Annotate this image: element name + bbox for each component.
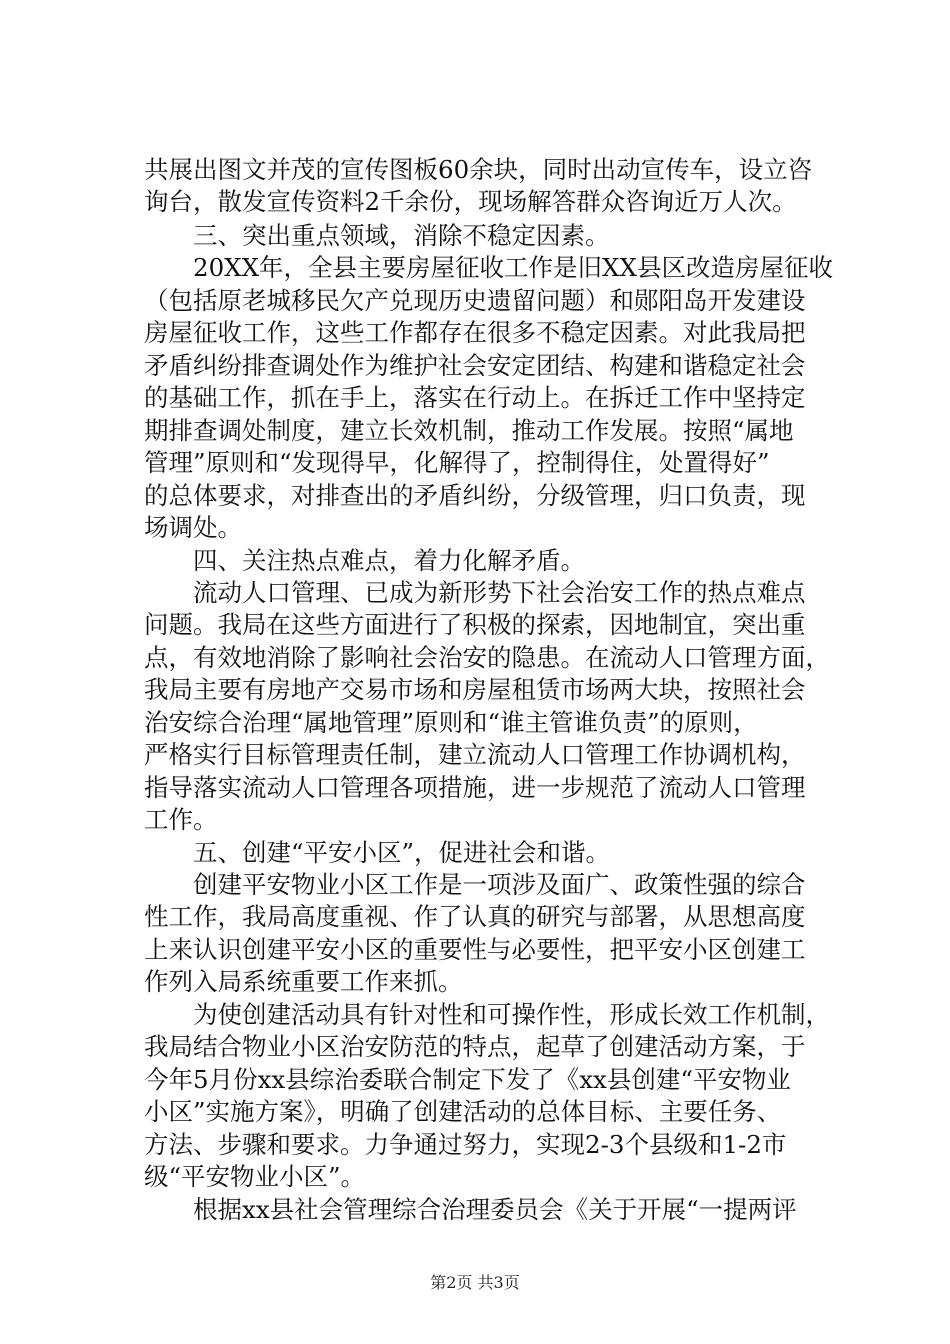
body-text-line: 的总体要求，对排查出的矛盾纠纷，分级管理，归口负责，现 — [144, 481, 806, 510]
body-text-line: 20XX年，全县主要房屋征收工作是旧XX县区改造房屋征收 — [144, 253, 833, 282]
body-text-line: 我局结合物业小区治安防范的特点，起草了创建活动方案，于 — [144, 1032, 806, 1061]
body-text-line: 指导落实流动人口管理各项措施，进一步规范了流动人口管理 — [144, 773, 806, 802]
body-text-line: 五、创建“平安小区”，促进社会和谐。 — [144, 838, 611, 867]
body-text-line: 创建平安物业小区工作是一项涉及面广、政策性强的综合 — [144, 870, 806, 899]
body-text-line: 性工作，我局高度重视、作了认真的研究与部署，从思想高度 — [144, 902, 806, 931]
body-text-line: （包括原老城移民欠产兑现历史遗留问题）和郧阳岛开发建设 — [144, 286, 806, 315]
body-text-line: 工作。 — [144, 805, 218, 834]
body-text-line: 三、突出重点领域，消除不稳定因素。 — [144, 221, 610, 250]
body-text-line: 严格实行目标管理责任制，建立流动人口管理工作协调机构， — [144, 740, 806, 769]
body-text-line: 期排查调处制度，建立长效机制，推动工作发展。按照“属地 — [144, 416, 794, 445]
body-text-line: 共展出图文并茂的宣传图板60余块，同时出动宣传车，设立咨 — [144, 155, 813, 184]
body-text-line: 治安综合治理“属地管理”原则和“谁主管谁负责”的原则， — [144, 708, 758, 737]
body-text-line: 房屋征收工作，这些工作都存在很多不稳定因素。对此我局把 — [144, 318, 806, 347]
footer-page-number: 第2页 共3页 — [430, 1273, 520, 1292]
body-text-line: 级“平安物业小区”。 — [144, 1162, 366, 1191]
body-text-line: 上来认识创建平安小区的重要性与必要性，把平安小区创建工 — [144, 935, 806, 964]
body-text-line: 四、关注热点难点，着力化解矛盾。 — [144, 546, 585, 575]
body-text-line: 点，有效地消除了影响社会治安的隐患。在流动人口管理方面， — [144, 643, 830, 672]
body-text-line: 作列入局系统重要工作来抓。 — [144, 967, 463, 996]
body-text-line: 方法、步骤和要求。力争通过努力，实现2-3个县级和1-2市 — [144, 1130, 787, 1159]
body-text-line: 小区”实施方案》，明确了创建活动的总体目标、主要任务、 — [144, 1097, 782, 1126]
body-text-line: 的基础工作，抓在手上，落实在行动上。在拆迁工作中坚持定 — [144, 383, 806, 412]
body-text-line: 流动人口管理、已成为新形势下社会治安工作的热点难点 — [144, 578, 806, 607]
body-text-line: 场调处。 — [144, 513, 242, 542]
body-text-line: 根据xx县社会管理综合治理委员会《关于开展“一提两评 — [144, 1195, 797, 1224]
body-text-line: 我局主要有房地产交易市场和房屋租赁市场两大块，按照社会 — [144, 675, 806, 704]
body-text-line: 为使创建活动具有针对性和可操作性，形成长效工作机制， — [144, 1000, 830, 1029]
body-text-line: 管理”原则和“发现得早，化解得了，控制得住，处置得好” — [144, 448, 770, 477]
body-text-line: 问题。我局在这些方面进行了积极的探索，因地制宜，突出重 — [144, 610, 806, 639]
body-text-line: 今年5月份xx县综治委联合制定下发了《xx县创建“平安物业 — [144, 1065, 791, 1094]
body-text-line: 询台，散发宣传资料2千余份，现场解答群众咨询近万人次。 — [144, 187, 797, 216]
body-text-line: 矛盾纠纷排查调处作为维护社会安定团结、构建和谐稳定社会 — [144, 351, 806, 380]
